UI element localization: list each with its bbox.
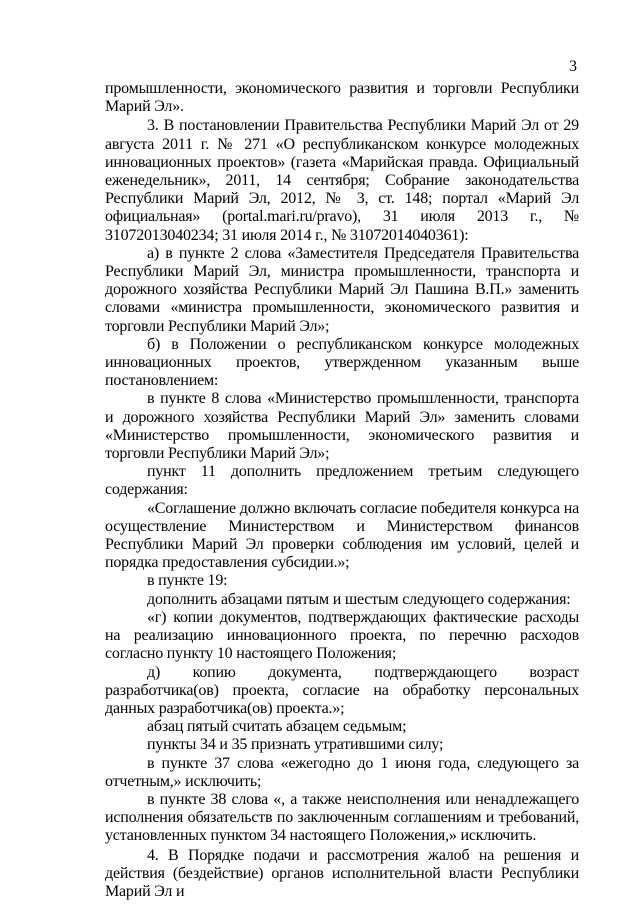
- paragraph-point-11: пункт 11 дополнить предложением третьим следующего содержания:: [105, 463, 579, 499]
- paragraph-agreement-quote: «Соглашение должно включать согласие победителя конкурса на осуществление Министерством и Министерством финансов Республики Марий Эл проверки соблюдения им условий, целей и порядка предоставления субсидии.»;: [105, 499, 579, 572]
- paragraph-item-4: 4. В Порядке подачи и рассмотрения жалоб на решения и действия (бездействие) органов исполнительной власти Республики Марий Эл и: [105, 846, 579, 900]
- page-number: 3: [569, 58, 577, 75]
- paragraph-point-38: в пункте 38 слова «, а также неисполнения или ненадлежащего исполнения обязательств по заключенным соглашениям и требований, установленных пунктом 34 настоящего Положения,» исключить.: [105, 790, 579, 845]
- paragraph-point-37: в пункте 37 слова «ежегодно до 1 июня года, следующего за отчетным,» исключить;: [105, 754, 579, 790]
- paragraph-point-19: в пункте 19:: [147, 572, 228, 590]
- paragraph-add-subparagraphs: дополнить абзацами пятым и шестым следующего содержания:: [147, 590, 571, 608]
- paragraph-item-3: 3. В постановлении Правительства Республики Марий Эл от 29 августа 2011 г. № 271 «О республиканском конкурсе молодежных инновационных проектов» (газета «Марийская правда. Официальный еженедельник», 2011, 14 сентября; Собрание законодательства Республики Марий Эл, 2012, № 3, ст. 148; портал «Марий Эл официальная» (portal.mari.ru/pravo), 31 июля 2013 г., № 31072013040234; 31 июля 2014 г., № 31072014040361):: [105, 117, 579, 244]
- paragraph-repeal: пункты 34 и 35 признать утратившими силу;: [147, 736, 444, 754]
- document-body: [105, 80, 579, 901]
- paragraph-continuation: промышленности, экономического развития и торговли Республики Марий Эл».: [105, 80, 579, 116]
- paragraph-subitem-a: а) в пункте 2 слова «Заместителя Председателя Правительства Республики Марий Эл, министра промышленности, транспорта и дорожного хозяйства Республики Марий Эл Пашина В.П.» заменить словами «министра промышленности, экономического развития и торговли Республики Марий Эл»;: [105, 244, 579, 335]
- paragraph-point-8: в пункте 8 слова «Министерство промышленности, транспорта и дорожного хозяйства Республики Марий Эл» заменить словами «Министерство промышленности, экономического развития и торговли Республики Марий Эл»;: [105, 390, 579, 463]
- paragraph-subitem-g: «г) копии документов, подтверждающих фактические расходы на реализацию инновационного проекта, по перечню расходов согласно пункту 10 настоящего Положения;: [105, 608, 579, 663]
- paragraph-renumber: абзац пятый считать абзацем седьмым;: [147, 718, 407, 736]
- paragraph-subitem-b: б) в Положении о республиканском конкурсе молодежных инновационных проектов, утвержденном указанным выше постановлением:: [105, 335, 579, 390]
- paragraph-subitem-d: д) копию документа, подтверждающего возраст разработчика(ов) проекта, согласие на обработку персональных данных разработчика(ов) проекта.»;: [105, 663, 579, 717]
